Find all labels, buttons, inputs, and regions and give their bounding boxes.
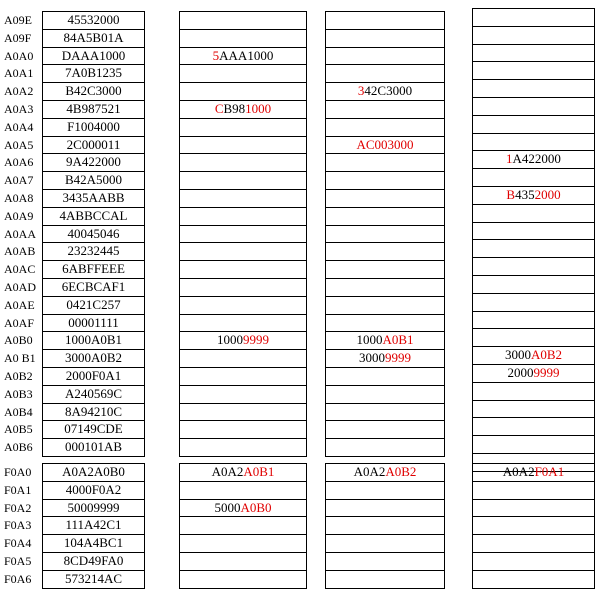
memory-cell (473, 436, 594, 454)
address-label: A0A6 (4, 155, 34, 170)
changed-digits: A0B1 (243, 464, 275, 479)
memory-cell (180, 315, 306, 333)
changed-digits: 1000 (245, 101, 272, 116)
changed-digits: 9999 (243, 332, 269, 348)
memory-cell (326, 226, 444, 244)
memory-cell (180, 297, 306, 315)
memory-cell: 0421C257 (43, 297, 144, 315)
memory-column-4-top (472, 8, 595, 472)
address-label: F0A2 (4, 500, 32, 515)
memory-cell (326, 535, 444, 553)
memory-cell (473, 240, 594, 258)
memory-cell (180, 65, 306, 83)
memory-cell (180, 553, 306, 571)
changed-digits: B (506, 187, 516, 202)
memory-cell (180, 226, 306, 244)
memory-cell: 2000F0A1 (43, 368, 144, 386)
memory-cell (326, 12, 444, 30)
memory-cell (326, 571, 444, 589)
memory-cell (326, 83, 444, 101)
memory-cell (473, 116, 594, 134)
unchanged-digits: A422000 (512, 151, 561, 167)
memory-cell (180, 119, 306, 137)
memory-cell (473, 482, 594, 500)
memory-cell (473, 418, 594, 436)
memory-cell (473, 401, 594, 419)
changed-digits: 1 (506, 151, 513, 167)
memory-cell (326, 350, 444, 368)
address-label: A0B6 (4, 440, 33, 455)
address-label: A0AC (4, 262, 36, 277)
memory-cell (326, 368, 444, 386)
memory-cell: 7A0B1235 (43, 65, 144, 83)
memory-cell (473, 223, 594, 241)
address-label: A0B3 (4, 386, 33, 401)
address-label: F0A6 (4, 571, 32, 586)
memory-cell: B42C3000 (43, 83, 144, 101)
unchanged-digits: 435 (515, 187, 535, 202)
address-label: A0AF (4, 315, 35, 330)
memory-cell (473, 553, 594, 571)
memory-cell (473, 62, 594, 80)
memory-cell (180, 439, 306, 457)
unchanged-digits: B98 (223, 101, 246, 116)
changed-digits: 3000 (387, 136, 414, 152)
unchanged-digits: 2000 (507, 365, 534, 380)
memory-cell: 45532000 (43, 12, 144, 30)
memory-cell: 000101AB (43, 439, 144, 457)
memory-cell: 573214AC (43, 571, 144, 589)
memory-cell (180, 154, 306, 172)
memory-cell: 50009999 (43, 500, 144, 518)
memory-cell (326, 261, 444, 279)
address-label: A0A0 (4, 48, 34, 63)
memory-cell (180, 500, 306, 518)
address-label: A0A8 (4, 191, 34, 205)
memory-cell (180, 482, 306, 500)
memory-cell (326, 297, 444, 315)
memory-cell (326, 154, 444, 172)
memory-cell (180, 190, 306, 208)
memory-cell (180, 208, 306, 226)
changed-digits: 9999 (533, 365, 560, 380)
memory-cell (473, 383, 594, 401)
address-label: A0AA (4, 226, 36, 241)
address-label: F0A1 (4, 482, 32, 497)
memory-cell (180, 386, 306, 404)
changed-digits: C (214, 101, 224, 116)
memory-cell (180, 279, 306, 297)
address-label: A0 B1 (4, 351, 36, 366)
memory-cell: 9A422000 (43, 154, 144, 172)
memory-cell: B42A5000 (43, 172, 144, 190)
memory-cell: 8A94210C (43, 404, 144, 422)
memory-cell: A0A2A0B0 (43, 464, 144, 482)
address-label: A0B4 (4, 404, 33, 419)
memory-column-2-bottom (179, 463, 307, 589)
memory-column-2-top (179, 11, 307, 457)
unchanged-digits: A0A2 (211, 464, 244, 479)
address-label: F0A4 (4, 536, 32, 551)
memory-cell (326, 190, 444, 208)
memory-cell (326, 119, 444, 137)
memory-cell (473, 276, 594, 294)
address-label: A09F (4, 30, 32, 45)
memory-cell (180, 48, 306, 66)
memory-cell (326, 30, 444, 48)
memory-cell (473, 27, 594, 45)
memory-column-3-top (325, 11, 445, 457)
changed-digits: A0B2 (530, 347, 563, 363)
unchanged-digits: 1000 (356, 332, 383, 348)
memory-cell: 3435AABB (43, 190, 144, 208)
memory-cell (326, 315, 444, 333)
memory-cell (326, 500, 444, 518)
memory-cell (473, 187, 594, 205)
memory-cell (473, 258, 594, 276)
memory-cell (326, 464, 444, 482)
memory-cell (180, 368, 306, 386)
address-label: A0B5 (4, 422, 33, 437)
memory-column-3-bottom (325, 463, 445, 589)
unchanged-digits: A0A2 (353, 464, 386, 479)
memory-cell (326, 404, 444, 422)
memory-cell (473, 571, 594, 589)
unchanged-digits: 5000 (214, 499, 241, 515)
memory-cell (180, 404, 306, 422)
memory-cell (180, 137, 306, 155)
memory-cell (180, 243, 306, 261)
memory-cell (473, 80, 594, 98)
unchanged-digits: 3000 (359, 350, 385, 366)
memory-cell: 23232445 (43, 243, 144, 261)
memory-cell (473, 535, 594, 553)
unchanged-digits: 3000 (504, 347, 531, 363)
address-label: F0A3 (4, 518, 32, 533)
memory-cell: F1004000 (43, 119, 144, 137)
address-label: A0B2 (4, 369, 33, 383)
memory-cell: DAAA1000 (43, 48, 144, 66)
memory-cell (473, 98, 594, 116)
memory-cell (473, 45, 594, 63)
memory-cell (473, 205, 594, 223)
address-label: A09E (4, 13, 32, 27)
memory-cell: 4000F0A2 (43, 482, 144, 500)
memory-cell: 6ABFFEEE (43, 261, 144, 279)
memory-cell: 1000A0B1 (43, 332, 144, 350)
memory-cell: 111A42C1 (43, 517, 144, 535)
memory-cell (180, 350, 306, 368)
memory-cell (326, 517, 444, 535)
unchanged-digits: 42C3000 (364, 83, 413, 99)
memory-cell: 84A5B01A (43, 30, 144, 48)
memory-cell (180, 332, 306, 350)
memory-cell (180, 535, 306, 553)
memory-cell (180, 172, 306, 190)
changed-digits: 2000 (534, 187, 561, 202)
memory-cell (473, 294, 594, 312)
memory-cell: 2C000011 (43, 137, 144, 155)
memory-cell (326, 137, 444, 155)
address-label: A0A4 (4, 119, 34, 134)
changed-digits: AC00 (356, 136, 388, 152)
memory-cell (473, 347, 594, 365)
unchanged-digits: AAA1000 (219, 47, 274, 63)
memory-cell (180, 464, 306, 482)
memory-cell (180, 421, 306, 439)
changed-digits: 9999 (385, 350, 411, 366)
changed-digits: A0B2 (385, 464, 417, 479)
address-label: A0A2 (4, 84, 34, 99)
memory-cell: A240569C (43, 386, 144, 404)
memory-cell: 8CD49FA0 (43, 553, 144, 571)
memory-cell (473, 464, 594, 482)
memory-column-4-bottom (472, 463, 595, 589)
memory-cell (180, 517, 306, 535)
address-label: A0A7 (4, 173, 34, 188)
memory-cell (473, 312, 594, 330)
memory-cell (326, 65, 444, 83)
memory-cell: 104A4BC1 (43, 535, 144, 553)
memory-cell (326, 439, 444, 457)
address-label: A0B0 (4, 333, 33, 348)
memory-cell (180, 101, 306, 119)
address-label: A0A3 (4, 102, 34, 116)
memory-cell (473, 134, 594, 152)
address-label: F0A5 (4, 554, 32, 568)
memory-cell: 07149CDE (43, 421, 144, 439)
memory-cell: 3000A0B2 (43, 350, 144, 368)
memory-cell (473, 365, 594, 383)
unchanged-digits: A0A2 (502, 464, 535, 479)
memory-cell: 40045046 (43, 226, 144, 244)
address-label: A0AB (4, 244, 36, 259)
changed-digits: F0A1 (534, 464, 565, 479)
memory-cell (473, 151, 594, 169)
changed-digits: A0B1 (382, 332, 414, 348)
memory-cell (326, 101, 444, 119)
memory-cell (473, 169, 594, 187)
memory-cell (473, 9, 594, 27)
address-label: F0A0 (4, 465, 32, 479)
memory-cell (326, 208, 444, 226)
changed-digits: 3 (357, 83, 365, 99)
memory-column-1-bottom (42, 463, 145, 589)
memory-cell (326, 332, 444, 350)
memory-cell: 4B987521 (43, 101, 144, 119)
memory-cell (326, 243, 444, 261)
memory-cell (326, 386, 444, 404)
memory-cell (180, 261, 306, 279)
memory-column-1-top (42, 11, 145, 457)
memory-cell (180, 30, 306, 48)
memory-cell (473, 517, 594, 535)
changed-digits: A0B0 (240, 499, 272, 515)
memory-cell: 6ECBCAF1 (43, 279, 144, 297)
changed-digits: 5 (212, 47, 220, 63)
memory-cell (326, 172, 444, 190)
memory-cell (326, 482, 444, 500)
address-label: A0AE (4, 297, 35, 312)
memory-cell: 00001111 (43, 315, 144, 333)
memory-cell: 4ABBCCAL (43, 208, 144, 226)
address-label: A0A1 (4, 66, 34, 81)
unchanged-digits: 1000 (217, 332, 243, 348)
memory-cell (326, 421, 444, 439)
memory-cell (180, 12, 306, 30)
memory-cell (180, 83, 306, 101)
memory-cell (180, 571, 306, 589)
memory-cell (473, 329, 594, 347)
memory-cell (326, 48, 444, 66)
memory-cell (326, 553, 444, 571)
address-label: A0A5 (4, 137, 34, 152)
memory-cell (473, 500, 594, 518)
address-label: A0AD (4, 280, 36, 294)
address-label: A0A9 (4, 208, 34, 223)
memory-cell (326, 279, 444, 297)
